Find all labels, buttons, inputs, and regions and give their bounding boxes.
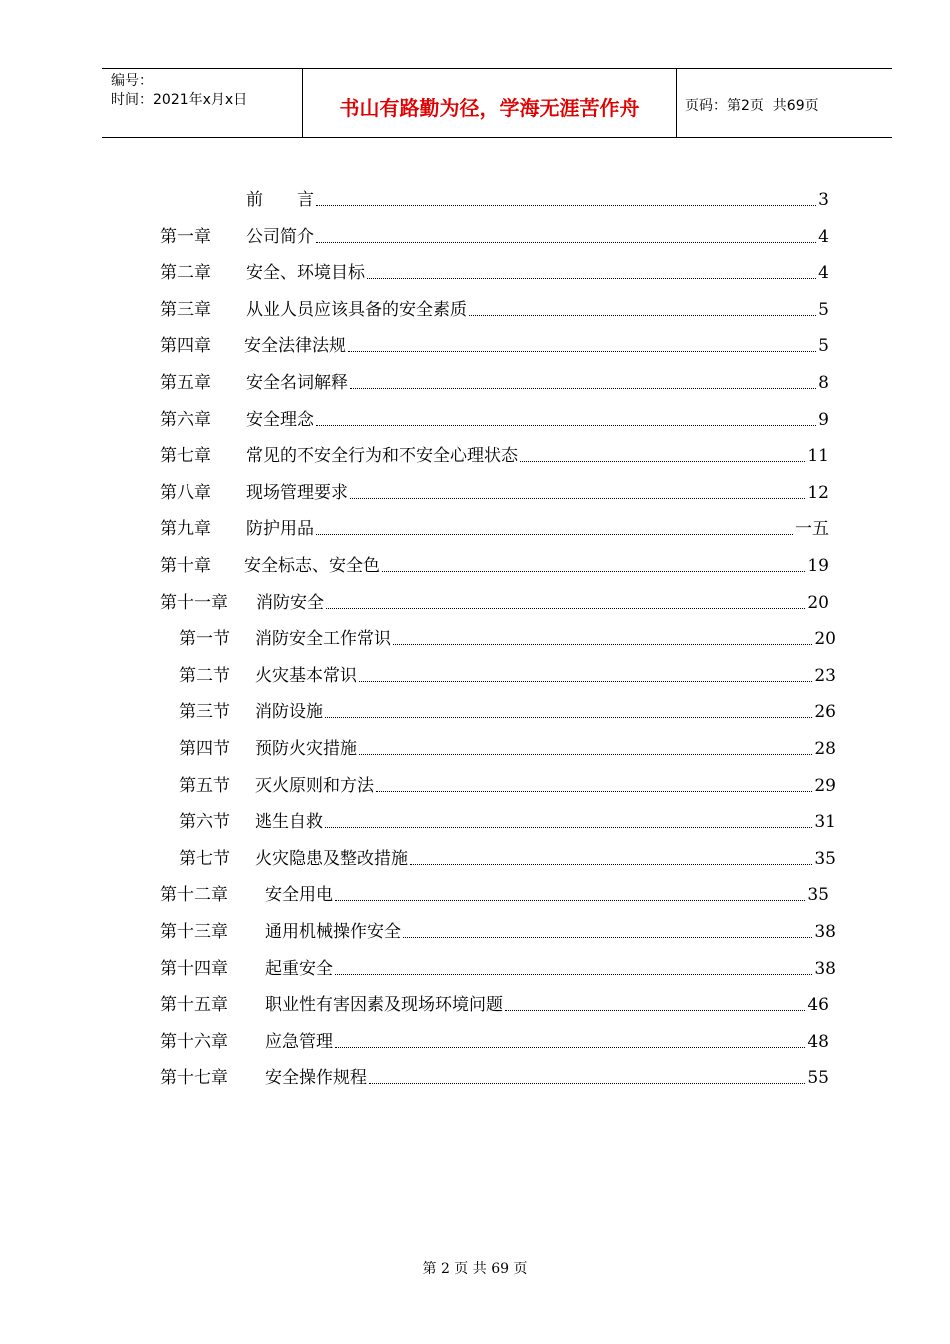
toc-entry-label: 第五章 bbox=[160, 373, 211, 393]
toc-entry-page: 5 bbox=[818, 299, 829, 320]
toc-entry-page: 3 bbox=[818, 190, 829, 210]
toc-entry-page: 26 bbox=[814, 702, 836, 723]
toc-entry[interactable] bbox=[160, 957, 836, 981]
toc-entry[interactable] bbox=[160, 920, 836, 944]
toc-dot-leader bbox=[505, 1010, 805, 1011]
page-header bbox=[102, 68, 892, 138]
toc-entry-label: 第十章 bbox=[160, 556, 211, 576]
toc-dot-leader bbox=[316, 425, 816, 426]
toc-entry-title: 安全理念 bbox=[246, 409, 314, 430]
toc-entry[interactable] bbox=[160, 554, 829, 578]
toc-dot-leader bbox=[316, 205, 816, 206]
toc-entry-title: 前 言 bbox=[246, 190, 314, 210]
toc-dot-leader bbox=[316, 242, 816, 243]
toc-entry-page: 23 bbox=[814, 665, 836, 686]
toc-dot-leader bbox=[359, 681, 812, 682]
toc-entry-label: 第十五章 bbox=[160, 995, 228, 1016]
toc-entry-label: 第六节 bbox=[179, 812, 230, 833]
toc-entry-label: 第十一章 bbox=[160, 592, 228, 613]
toc-entry-title: 安全、环境目标 bbox=[246, 263, 365, 284]
toc-entry-label: 第五节 bbox=[179, 775, 230, 796]
toc-entry[interactable] bbox=[160, 1066, 829, 1090]
toc-entry[interactable] bbox=[179, 847, 836, 871]
document-number-label: 编号： bbox=[111, 73, 153, 89]
toc-entry-page: 5 bbox=[818, 336, 829, 357]
toc-entry-label: 第三章 bbox=[160, 299, 211, 320]
toc-entry-page: 9 bbox=[818, 409, 829, 430]
toc-entry-title: 通用机械操作安全 bbox=[265, 922, 401, 942]
toc-entry[interactable] bbox=[179, 700, 836, 724]
toc-entry-title: 职业性有害因素及现场环境问题 bbox=[265, 995, 503, 1016]
toc-entry-label: 第七节 bbox=[179, 848, 230, 869]
toc-entry-label: 第九章 bbox=[160, 519, 211, 540]
toc-dot-leader bbox=[335, 1047, 805, 1048]
toc-entry-title: 应急管理 bbox=[265, 1031, 333, 1052]
toc-entry-page: 35 bbox=[807, 885, 829, 906]
toc-entry[interactable] bbox=[160, 481, 829, 505]
toc-entry-title: 消防安全工作常识 bbox=[255, 629, 391, 650]
toc-entry-page: 38 bbox=[814, 922, 836, 942]
toc-entry-title: 公司简介 bbox=[246, 226, 314, 247]
toc-dot-leader bbox=[520, 461, 805, 462]
toc-dot-leader bbox=[410, 864, 812, 865]
toc-entry-label: 第四节 bbox=[179, 739, 230, 759]
toc-entry-page: 46 bbox=[807, 995, 829, 1016]
toc-dot-leader bbox=[393, 644, 812, 645]
toc-entry-page: 11 bbox=[807, 446, 829, 467]
toc-entry-title: 现场管理要求 bbox=[246, 482, 348, 503]
toc-entry[interactable] bbox=[160, 298, 829, 322]
toc-entry[interactable] bbox=[179, 774, 836, 798]
toc-entry[interactable] bbox=[179, 627, 836, 651]
toc-entry[interactable] bbox=[179, 664, 836, 688]
toc-entry-label: 第一章 bbox=[160, 226, 211, 247]
toc-entry-title: 安全名词解释 bbox=[246, 373, 348, 393]
toc-entry-label: 第六章 bbox=[160, 409, 211, 430]
toc-dot-leader bbox=[376, 791, 812, 792]
toc-entry-page: 35 bbox=[814, 848, 836, 869]
toc-dot-leader bbox=[382, 571, 805, 572]
toc-entry-page: 20 bbox=[807, 592, 829, 613]
toc-entry-label: 第十四章 bbox=[160, 958, 228, 979]
toc-entry-page: 28 bbox=[814, 739, 836, 759]
toc-entry-page: 4 bbox=[818, 226, 829, 247]
toc-entry-title: 常见的不安全行为和不安全心理状态 bbox=[246, 446, 518, 467]
toc-entry-page: 一五 bbox=[795, 519, 829, 540]
toc-dot-leader bbox=[350, 388, 816, 389]
toc-entry-label: 第一节 bbox=[179, 629, 230, 650]
toc-entry[interactable] bbox=[160, 225, 829, 249]
toc-entry-page: 8 bbox=[818, 373, 829, 393]
toc-entry-title: 逃生自救 bbox=[255, 812, 323, 833]
toc-entry-label: 第十三章 bbox=[160, 922, 228, 942]
toc-entry-label: 第二章 bbox=[160, 263, 211, 284]
toc-entry[interactable] bbox=[179, 810, 836, 834]
toc-entry-page: 55 bbox=[807, 1068, 829, 1089]
toc-entry[interactable] bbox=[160, 371, 829, 395]
toc-dot-leader bbox=[369, 1083, 805, 1084]
toc-dot-leader bbox=[348, 351, 816, 352]
toc-entry[interactable] bbox=[160, 591, 829, 615]
header-page-info: 页码：第2页 共69页 bbox=[685, 98, 819, 114]
toc-dot-leader bbox=[316, 534, 793, 535]
toc-dot-leader bbox=[325, 827, 812, 828]
toc-entry-title: 安全标志、安全色 bbox=[244, 556, 380, 576]
toc-entry-title: 安全操作规程 bbox=[265, 1068, 367, 1089]
toc-dot-leader bbox=[325, 717, 812, 718]
toc-dot-leader bbox=[469, 315, 816, 316]
toc-entry[interactable] bbox=[160, 993, 829, 1017]
toc-entry[interactable] bbox=[160, 188, 829, 212]
toc-entry-title: 安全用电 bbox=[265, 885, 333, 906]
toc-entry-page: 38 bbox=[814, 958, 836, 979]
toc-entry[interactable] bbox=[160, 261, 829, 285]
document-time-label: 时间：2021年x月x日 bbox=[111, 92, 248, 108]
toc-entry-label: 第二节 bbox=[179, 665, 230, 686]
header-motto: 书山有路勤为径，学海无涯苦作舟 bbox=[303, 69, 677, 137]
toc-dot-leader bbox=[335, 900, 805, 901]
toc-entry-label: 第十二章 bbox=[160, 885, 228, 906]
toc-entry-page: 4 bbox=[818, 263, 829, 284]
toc-entry-title: 火灾隐患及整改措施 bbox=[255, 848, 408, 869]
toc-entry-title: 防护用品 bbox=[246, 519, 314, 540]
toc-entry[interactable] bbox=[160, 1030, 829, 1054]
toc-entry[interactable] bbox=[160, 444, 829, 468]
toc-entry[interactable] bbox=[160, 408, 829, 432]
toc-entry-title: 灭火原则和方法 bbox=[255, 775, 374, 796]
toc-entry[interactable] bbox=[160, 883, 829, 907]
toc-entry-label: 第四章 bbox=[160, 336, 211, 357]
toc-entry-title: 从业人员应该具备的安全素质 bbox=[246, 299, 467, 320]
toc-entry-page: 31 bbox=[814, 812, 836, 833]
toc-dot-leader bbox=[403, 937, 812, 938]
toc-entry-page: 12 bbox=[807, 482, 829, 503]
toc-entry-label: 第三节 bbox=[179, 702, 230, 723]
toc-entry-page: 19 bbox=[807, 556, 829, 576]
toc-dot-leader bbox=[367, 278, 816, 279]
toc-dot-leader bbox=[326, 608, 805, 609]
toc-entry-page: 48 bbox=[807, 1031, 829, 1052]
toc-entry[interactable] bbox=[179, 737, 836, 761]
toc-entry-title: 消防设施 bbox=[255, 702, 323, 723]
toc-entry-page: 29 bbox=[814, 775, 836, 796]
toc-entry-label: 第八章 bbox=[160, 482, 211, 503]
toc-entry-label: 第七章 bbox=[160, 446, 211, 467]
toc-dot-leader bbox=[359, 754, 812, 755]
header-meta bbox=[102, 69, 303, 137]
toc-entry-title: 消防安全 bbox=[256, 592, 324, 613]
toc-entry[interactable] bbox=[160, 517, 829, 541]
toc-dot-leader bbox=[335, 974, 812, 975]
toc-entry-label: 第十六章 bbox=[160, 1031, 228, 1052]
toc-entry-title: 安全法律法规 bbox=[244, 336, 346, 357]
page-footer: 第 2 页 共 69 页 bbox=[422, 1261, 528, 1277]
toc-entry-page: 20 bbox=[814, 629, 836, 650]
toc-entry-title: 火灾基本常识 bbox=[255, 665, 357, 686]
toc-entry-title: 预防火灾措施 bbox=[255, 739, 357, 759]
toc-entry-title: 起重安全 bbox=[265, 958, 333, 979]
toc-entry[interactable] bbox=[160, 334, 829, 358]
toc-dot-leader bbox=[350, 498, 805, 499]
toc-entry-label: 第十七章 bbox=[160, 1068, 228, 1089]
